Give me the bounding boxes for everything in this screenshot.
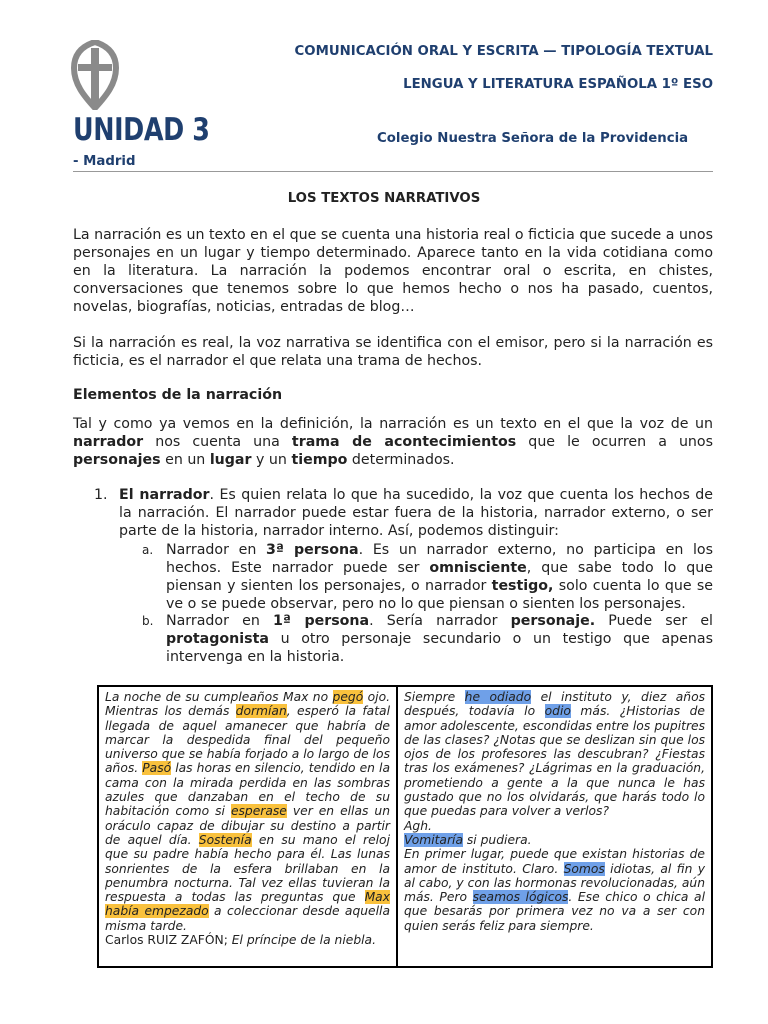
school-name: Colegio Nuestra Señora de la Providencia [377,131,689,146]
section-heading: Elementos de la narración [73,387,283,403]
sublist-item-1a-persona: b. Narrador en 1ª persona. Sería narrador personaje. Puede ser el protagonista u otro personaje secundario o un testigo que apenas intervenga en la historia. [142,613,713,665]
document-title: LOS TEXTOS NARRATIVOS [287,191,481,206]
excerpt-first-person: Siempre he odiado el instituto y, diez años después, todavía lo odio más. ¿Historias de amor adolescente, escondidas entre los pupitres de las clases? ¿Notas que se deslizan sin que los ojos de los profesores las descubran? ¿Fiestas tras los exámenes? ¿Lágrimas en la graduación, prometiendo a gente a la que nunca le has gustado que no los olvidarás, que harás todo lo que puedas para volver a verlos? Agh. Vomitaría si pudiera. En primer lugar, puede que existan historias de amor de instituto. Claro. Somos idiotas, al fin y al cabo, y con las hormonas revolucionadas, aún más. Pero seamos lógicos. Ese chico o chica al que besarás por primera vez no va a ser con quien serás feliz para siempre. [404,690,705,933]
excerpt-source: Carlos RUIZ ZAFÓN; El príncipe de la niebla. [105,933,376,948]
sublist-letter: a. [142,543,154,557]
city-label: - Madrid [73,154,136,169]
list-number: 1. [94,487,108,503]
intro-paragraph-2: Si la narración es real, la voz narrativa se identifica con el emisor, pero si la narración es ficticia, es el narrador el que relata una trama de hechos. [73,335,713,369]
excerpts-table [97,685,713,968]
sublist-letter: b. [142,614,154,628]
excerpt-third-person: La noche de su cumpleaños Max no pegó ojo. Mientras los demás dormían, esperó la fatal llegada de aquel amanecer que habría de marcar la despedida final del pequeño universo que se había forjado a lo largo de los años. Pasó las horas en silencio, tendido en la cama con la mirada perdida en las sombras azules que danzaban en el techo de su habitación como si esperase ver en ellas un oráculo capaz de dibujar su destino a partir de aquel día. Sostenía en su mano el reloj que su padre había hecho para él. Las lunas sonrientes de la esfera brillaban en la penumbra nocturna. Tal vez ellas tuvieran la respuesta a todas las preguntas que Max había empezado a coleccionar desde aquella misma tarde. Carlos RUIZ ZAFÓN; El príncipe de la niebla. [99,687,398,966]
header-subject-line: COMUNICACIÓN ORAL Y ESCRITA — TIPOLOGÍA TEXTUAL [294,44,713,59]
list-item-narrador: 1. El narrador. Es quien relata lo que ha sucedido, la voz que cuenta los hechos de la narración. El narrador puede estar fuera de la historia, narrador externo, o ser parte de la historia, narrador interno. Así, podemos distinguir: [94,487,713,539]
shield-cross-logo [70,40,120,110]
intro-paragraph-1: La narración es un texto en el que se cuenta una historia real o ficticia que sucede a unos personajes en un lugar y tiempo determinado. Aparece tanto en la vida cotidiana como en la literatura. La narración la podemos encontrar oral o escrita, en chistes, conversaciones que tenemos sobre lo que hemos hecho o nos ha pasado, cuentos, novelas, biografías, noticias, entradas de blog… [73,227,713,315]
definition-paragraph: Tal y como ya vemos en la definición, la narración es un texto en el que la voz de un narrador nos cuenta una trama de acontecimientos que le ocurren a unos personajes en un lugar y un tiempo determinados. [73,416,713,468]
header-course-line: LENGUA Y LITERATURA ESPAÑOLA 1º ESO [403,77,713,92]
header-divider [73,171,713,172]
sublist-item-3a-persona: a. Narrador en 3ª persona. Es un narrador externo, no participa en los hechos. Este narrador puede ser omnisciente, que sabe todo lo que piensan y sienten los personajes, o narrador testigo, solo cuenta lo que se ve o se puede observar, pero no lo que piensan o sienten los personajes. [142,542,714,612]
unit-title: UNIDAD 3 [73,112,210,148]
